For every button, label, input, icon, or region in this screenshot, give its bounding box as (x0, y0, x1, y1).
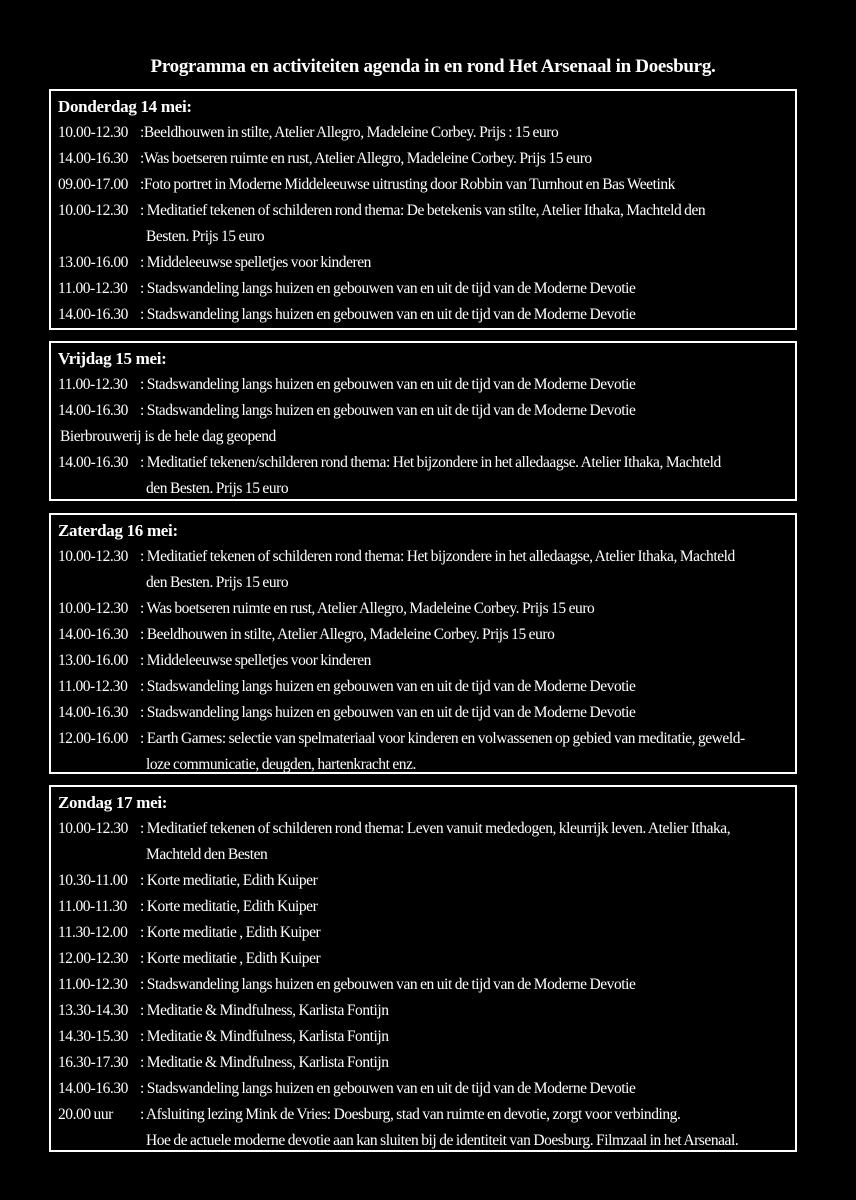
schedule-entry (51, 372, 795, 398)
schedule-entry (51, 868, 795, 894)
entry-time: 12.00-12.30 (58, 950, 128, 967)
entry-line: : Stadswandeling langs huizen en gebouwen van en uit de tijd van de Moderne Devotie (140, 704, 636, 721)
entry-line: : Stadswandeling langs huizen en gebouwen van en uit de tijd van de Moderne Devotie (140, 678, 636, 695)
entry-description (140, 372, 795, 398)
entry-description (140, 674, 795, 700)
entry-line: : Meditatief tekenen/schilderen rond thema: Het bijzondere in het alledaagse. Atelier Ithaka, Machteld (140, 454, 721, 471)
schedule-entry (51, 120, 795, 146)
entry-description (140, 250, 795, 276)
entry-line: : Middeleeuwse spelletjes voor kinderen (140, 652, 371, 669)
entry-line: : Earth Games: selectie van spelmateriaal voor kinderen en volwassenen op gebied van meditatie, geweld- (140, 730, 745, 747)
entry-time: 10.00-12.30 (58, 548, 128, 565)
entry-line: : Stadswandeling langs huizen en gebouwen van en uit de tijd van de Moderne Devotie (140, 376, 636, 393)
entry-time: 20.00 uur (58, 1106, 113, 1123)
entry-time: 11.00-12.30 (58, 678, 128, 695)
schedule-note: Bierbrouwerij is de hele dag geopend (60, 428, 276, 445)
schedule-entry (51, 946, 795, 972)
entry-time: 14.00-16.30 (58, 454, 128, 471)
entry-time: 10.00-12.30 (58, 124, 128, 141)
entry-line: :Foto portret in Moderne Middeleeuwse uitrusting door Robbin van Turnhout en Bas Weetink (140, 176, 675, 193)
entry-line: den Besten. Prijs 15 euro (146, 480, 289, 497)
day-block (49, 341, 797, 501)
entry-description (140, 198, 795, 250)
schedule-entry (51, 398, 795, 424)
entry-description (140, 946, 795, 972)
entry-time: 14.00-16.30 (58, 150, 128, 167)
entry-line: Machteld den Besten (146, 846, 268, 863)
entry-time: 11.00-12.30 (58, 280, 128, 297)
entry-line: : Stadswandeling langs huizen en gebouwen van en uit de tijd van de Moderne Devotie (140, 402, 636, 419)
entry-description (140, 726, 795, 778)
entry-line: : Korte meditatie, Edith Kuiper (140, 898, 318, 915)
entry-description (140, 700, 795, 726)
entry-line: : Stadswandeling langs huizen en gebouwen van en uit de tijd van de Moderne Devotie (140, 280, 636, 297)
day-block (49, 89, 797, 330)
entry-line: :Beeldhouwen in stilte, Atelier Allegro, Madeleine Corbey. Prijs : 15 euro (140, 124, 559, 141)
schedule-entry (51, 198, 795, 250)
entry-time: 13.00-16.00 (58, 652, 128, 669)
entry-description (140, 894, 795, 920)
entry-line: : Stadswandeling langs huizen en gebouwen van en uit de tijd van de Moderne Devotie (140, 306, 636, 323)
schedule-entry (51, 544, 795, 596)
entry-time: 13.30-14.30 (58, 1002, 128, 1019)
page-title: Programma en activiteiten agenda in en rond Het Arsenaal in Doesburg. (150, 56, 716, 77)
schedule-entry (51, 1102, 795, 1154)
entry-description (140, 146, 795, 172)
schedule-entry (51, 146, 795, 172)
entry-line: : Korte meditatie, Edith Kuiper (140, 872, 318, 889)
entry-description (140, 1050, 795, 1076)
schedule-entry (51, 674, 795, 700)
schedule-entry (51, 726, 795, 778)
schedule-entry (51, 894, 795, 920)
schedule-entry (51, 700, 795, 726)
entry-line: den Besten. Prijs 15 euro (146, 574, 289, 591)
entry-line: : Meditatief tekenen of schilderen rond thema: De betekenis van stilte, Atelier Ithaka, Machteld den (140, 202, 706, 219)
entry-line: : Meditatie & Mindfulness, Karlista Fontijn (140, 1028, 389, 1045)
schedule-entry (51, 920, 795, 946)
day-title: Zondag 17 mei: (58, 793, 168, 812)
schedule-entry (51, 998, 795, 1024)
entry-description (140, 172, 795, 198)
entry-description (140, 596, 795, 622)
entry-description (140, 622, 795, 648)
entry-line: : Meditatief tekenen of schilderen rond thema: Het bijzondere in het alledaagse, Atelier Ithaka, Machteld (140, 548, 735, 565)
entry-line: : Stadswandeling langs huizen en gebouwen van en uit de tijd van de Moderne Devotie (140, 1080, 636, 1097)
entry-line: Besten. Prijs 15 euro (146, 228, 265, 245)
schedule-entry (51, 648, 795, 674)
entry-time: 11.30-12.00 (58, 924, 128, 941)
schedule-entry (51, 972, 795, 998)
schedule-entry (51, 1076, 795, 1102)
entry-line: : Korte meditatie , Edith Kuiper (140, 924, 321, 941)
entry-description (140, 120, 795, 146)
day-title: Donderdag 14 mei: (58, 97, 192, 116)
day-title: Vrijdag 15 mei: (58, 349, 167, 368)
entry-time: 12.00-16.00 (58, 730, 128, 747)
schedule-entry (51, 276, 795, 302)
entry-description (140, 1076, 795, 1102)
entry-description (140, 276, 795, 302)
entry-description (140, 648, 795, 674)
entry-line: : Meditatie & Mindfulness, Karlista Fontijn (140, 1002, 389, 1019)
entry-time: 10.00-12.30 (58, 600, 128, 617)
entry-description (140, 302, 795, 328)
entry-line: : Meditatief tekenen of schilderen rond thema: Leven vanuit mededogen, kleurrijk leven. Atelier Ithaka, (140, 820, 731, 837)
day-title: Zaterdag 16 mei: (58, 521, 178, 540)
entry-time: 13.00-16.00 (58, 254, 128, 271)
entry-description (140, 998, 795, 1024)
entry-line: : Meditatie & Mindfulness, Karlista Fontijn (140, 1054, 389, 1071)
entry-line: : Stadswandeling langs huizen en gebouwen van en uit de tijd van de Moderne Devotie (140, 976, 636, 993)
entry-line: : Afsluiting lezing Mink de Vries: Doesburg, stad van ruimte en devotie, zorgt voor verbinding. (140, 1106, 681, 1123)
entry-time: 11.00-12.30 (58, 976, 128, 993)
entry-time: 16.30-17.30 (58, 1054, 128, 1071)
entry-description (140, 920, 795, 946)
entry-description (140, 816, 795, 868)
entry-time: 11.00-11.30 (58, 898, 127, 915)
entry-description (140, 544, 795, 596)
entry-line: loze communicatie, deugden, hartenkracht enz. (146, 756, 416, 773)
schedule-entry (51, 172, 795, 198)
schedule-entry (51, 1050, 795, 1076)
schedule-entry (51, 250, 795, 276)
schedule-entry (51, 450, 795, 502)
day-block (49, 785, 797, 1152)
entry-line: : Was boetseren ruimte en rust, Atelier Allegro, Madeleine Corbey. Prijs 15 euro (140, 600, 595, 617)
entry-time: 14.00-16.30 (58, 402, 128, 419)
entry-time: 14.00-16.30 (58, 704, 128, 721)
schedule-entry (51, 302, 795, 328)
schedule-entry (51, 816, 795, 868)
schedule-entry (51, 622, 795, 648)
entry-time: 14.30-15.30 (58, 1028, 128, 1045)
entry-description (140, 868, 795, 894)
entry-time: 14.00-16.30 (58, 1080, 128, 1097)
entry-description (140, 398, 795, 424)
entry-description (140, 1024, 795, 1050)
entry-line: :Was boetseren ruimte en rust, Atelier Allegro, Madeleine Corbey. Prijs 15 euro (140, 150, 592, 167)
entry-time: 09.00-17.00 (58, 176, 128, 193)
entry-time: 14.00-16.30 (58, 626, 128, 643)
entry-time: 14.00-16.30 (58, 306, 128, 323)
entry-time: 11.00-12.30 (58, 376, 128, 393)
entry-description (140, 450, 795, 502)
entry-line: : Korte meditatie , Edith Kuiper (140, 950, 321, 967)
entry-time: 10.00-12.30 (58, 820, 128, 837)
entry-line: : Beeldhouwen in stilte, Atelier Allegro, Madeleine Corbey. Prijs 15 euro (140, 626, 555, 643)
entry-line: Hoe de actuele moderne devotie aan kan sluiten bij de identiteit van Doesburg. Filmzaal in het Arsenaal. (146, 1132, 739, 1149)
day-block (49, 513, 797, 774)
schedule-entry (51, 596, 795, 622)
entry-description (140, 1102, 795, 1154)
entry-description (140, 972, 795, 998)
schedule-entry (51, 1024, 795, 1050)
entry-line: : Middeleeuwse spelletjes voor kinderen (140, 254, 371, 271)
entry-time: 10.30-11.00 (58, 872, 128, 889)
entry-time: 10.00-12.30 (58, 202, 128, 219)
